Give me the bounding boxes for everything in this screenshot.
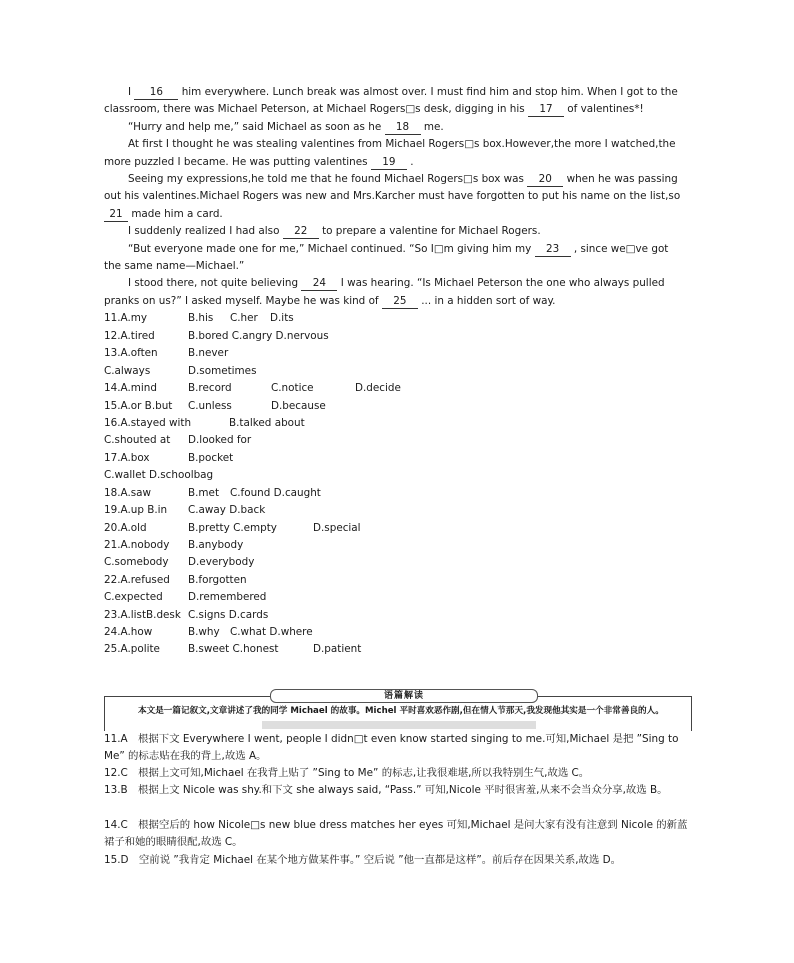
option-text: 18.A.saw	[104, 487, 152, 499]
option-text: 23.A.listB.desk	[104, 609, 181, 621]
option-text: C.signs D.cards	[188, 609, 269, 621]
option-text: C.shouted at	[104, 434, 171, 446]
option-text: C.notice	[271, 382, 314, 394]
passage-paragraph: Seeing my expressions,he told me that he found Michael Rogers□s box was 20 when he was passing out his valentines.Michael Rogers was new and Mrs.Karcher must have forgotten to put his name on the list,so 21 made him a card.	[104, 173, 681, 220]
blank-22: 22	[283, 225, 319, 239]
option-text: C.always	[104, 365, 151, 377]
option-text: 13.A.often	[104, 347, 158, 359]
option-text: C.what D.where	[230, 626, 313, 638]
option-text: D.sometimes	[188, 365, 257, 377]
option-text: 17.A.box	[104, 452, 150, 464]
option-text: 20.A.old	[104, 522, 147, 534]
option-text: D.everybody	[188, 556, 255, 568]
option-text: D.looked for	[188, 434, 252, 446]
option-text: B.bored C.angry D.nervous	[188, 330, 329, 342]
summary-box-border	[691, 696, 692, 731]
summary-text: 本文是一篇记叙文,文章讲述了我的同学 Michael 的故事。Michel 平时喜欢恶作剧,但在情人节那天,我发现他其实是一个非常善良的人。	[138, 706, 664, 716]
option-text: 19.A.up B.in	[104, 504, 168, 516]
option-text: 21.A.nobody	[104, 539, 170, 551]
option-text: C.unless	[188, 400, 232, 412]
option-text: 22.A.refused	[104, 574, 170, 586]
option-text: D.special	[313, 522, 361, 534]
summary-box-border	[104, 696, 105, 731]
passage-paragraph: “Hurry and help me,” said Michael as soon as he 18 me.	[128, 120, 444, 133]
answer-explanation: 13.B 根据上文 Nicole was shy.和下文 she always said, “Pass.” 可知,Nicole 平时很害羞,从来不会当众分享,故选 B。	[104, 784, 668, 796]
blank-18: 18	[385, 121, 421, 135]
option-text: 14.A.mind	[104, 382, 157, 394]
option-text: 24.A.how	[104, 626, 153, 638]
option-text: B.record	[188, 382, 232, 394]
blank-21: 21	[104, 208, 128, 222]
option-text: D.patient	[313, 643, 362, 655]
answer-explanation: 11.A 根据下文 Everywhere I went, people I didn□t even know started singing to me.可知,Michael 是把 ”Sing to Me” 的标志贴在我的背上,故选 A。	[104, 733, 679, 762]
passage-summary-box	[104, 689, 692, 731]
option-text: B.never	[188, 347, 229, 359]
blank-19: 19	[371, 156, 407, 170]
cloze-passage	[104, 84, 684, 310]
option-text: 12.A.tired	[104, 330, 155, 342]
option-text: D.remembered	[188, 591, 267, 603]
option-text: C.expected	[104, 591, 163, 603]
blank-23: 23	[535, 243, 571, 257]
option-text: B.talked about	[229, 417, 305, 429]
passage-paragraph: “But everyone made one for me,” Michael continued. “So I□m giving him my 23 , since we□ve got the same name—Michael.”	[104, 242, 669, 273]
option-text: 25.A.polite	[104, 643, 160, 655]
option-text: C.somebody	[104, 556, 169, 568]
summary-box-tab	[270, 689, 538, 703]
option-text: C.wallet D.schoolbag	[104, 469, 214, 481]
answer-explanation: 15.D 空前说 ”我肯定 Michael 在某个地方做某件事。” 空后说 ”他一直都是这样”。前后存在因果关系,故选 D。	[104, 854, 622, 866]
passage-paragraph: I stood there, not quite believing 24 I was hearing. “Is Michael Peterson the one who always pulled pranks on us?” I asked myself. Maybe he was kind of 25 ... in a hidden sort of way.	[104, 277, 665, 307]
option-text: D.because	[271, 400, 326, 412]
passage-paragraph: I suddenly realized I had also 22 to prepare a valentine for Michael Rogers.	[128, 225, 541, 238]
option-text: B.pocket	[188, 452, 234, 464]
option-text: 15.A.or B.but	[104, 400, 173, 412]
option-text: 16.A.stayed with	[104, 417, 192, 429]
option-text: B.pretty C.empty	[188, 522, 277, 534]
option-text: B.forgotten	[188, 574, 247, 586]
option-text: B.sweet C.honest	[188, 643, 279, 655]
answer-explanation: 14.C 根据空后的 how Nicole□s new blue dress matches her eyes 可知,Michael 是问大家有没有注意到 Nicole 的新蓝裙子和她的眼睛很配,故选 C。	[104, 819, 688, 848]
option-text: B.anybody	[188, 539, 244, 551]
option-text: D.its	[270, 312, 294, 324]
blank-16: 16	[134, 86, 178, 100]
blank-25: 25	[382, 295, 418, 309]
option-text: C.found D.caught	[230, 487, 321, 499]
blank-17: 17	[528, 103, 564, 117]
option-text: C.away D.back	[188, 504, 266, 516]
summary-label: 语篇解读	[383, 691, 424, 701]
blank-24: 24	[301, 277, 337, 291]
answer-explanation: 12.C 根据上文可知,Michael 在我背上贴了 ”Sing to Me” 的标志,让我很难堪,所以我特别生气,故选 C。	[104, 767, 590, 779]
passage-paragraph: At first I thought he was stealing valentines from Michael Rogers□s box.However,the more I watched,the more puzzled I became. He was putting valentines 19 .	[104, 138, 676, 168]
summary-shade-bar	[262, 721, 536, 729]
option-text: D.decide	[355, 382, 401, 394]
option-text: C.her	[230, 312, 258, 324]
passage-paragraph: I 16 him everywhere. Lunch break was almost over. I must find him and stop him. When I got to the classroom, there was Michael Peterson, at Michael Rogers□s desk, digging in his 17 of valentines*!	[104, 86, 678, 116]
option-text: B.why	[188, 626, 220, 638]
option-text: 11.A.my	[104, 312, 148, 324]
blank-20: 20	[527, 173, 563, 187]
option-text: B.met	[188, 487, 220, 499]
option-text: B.his	[188, 312, 214, 324]
